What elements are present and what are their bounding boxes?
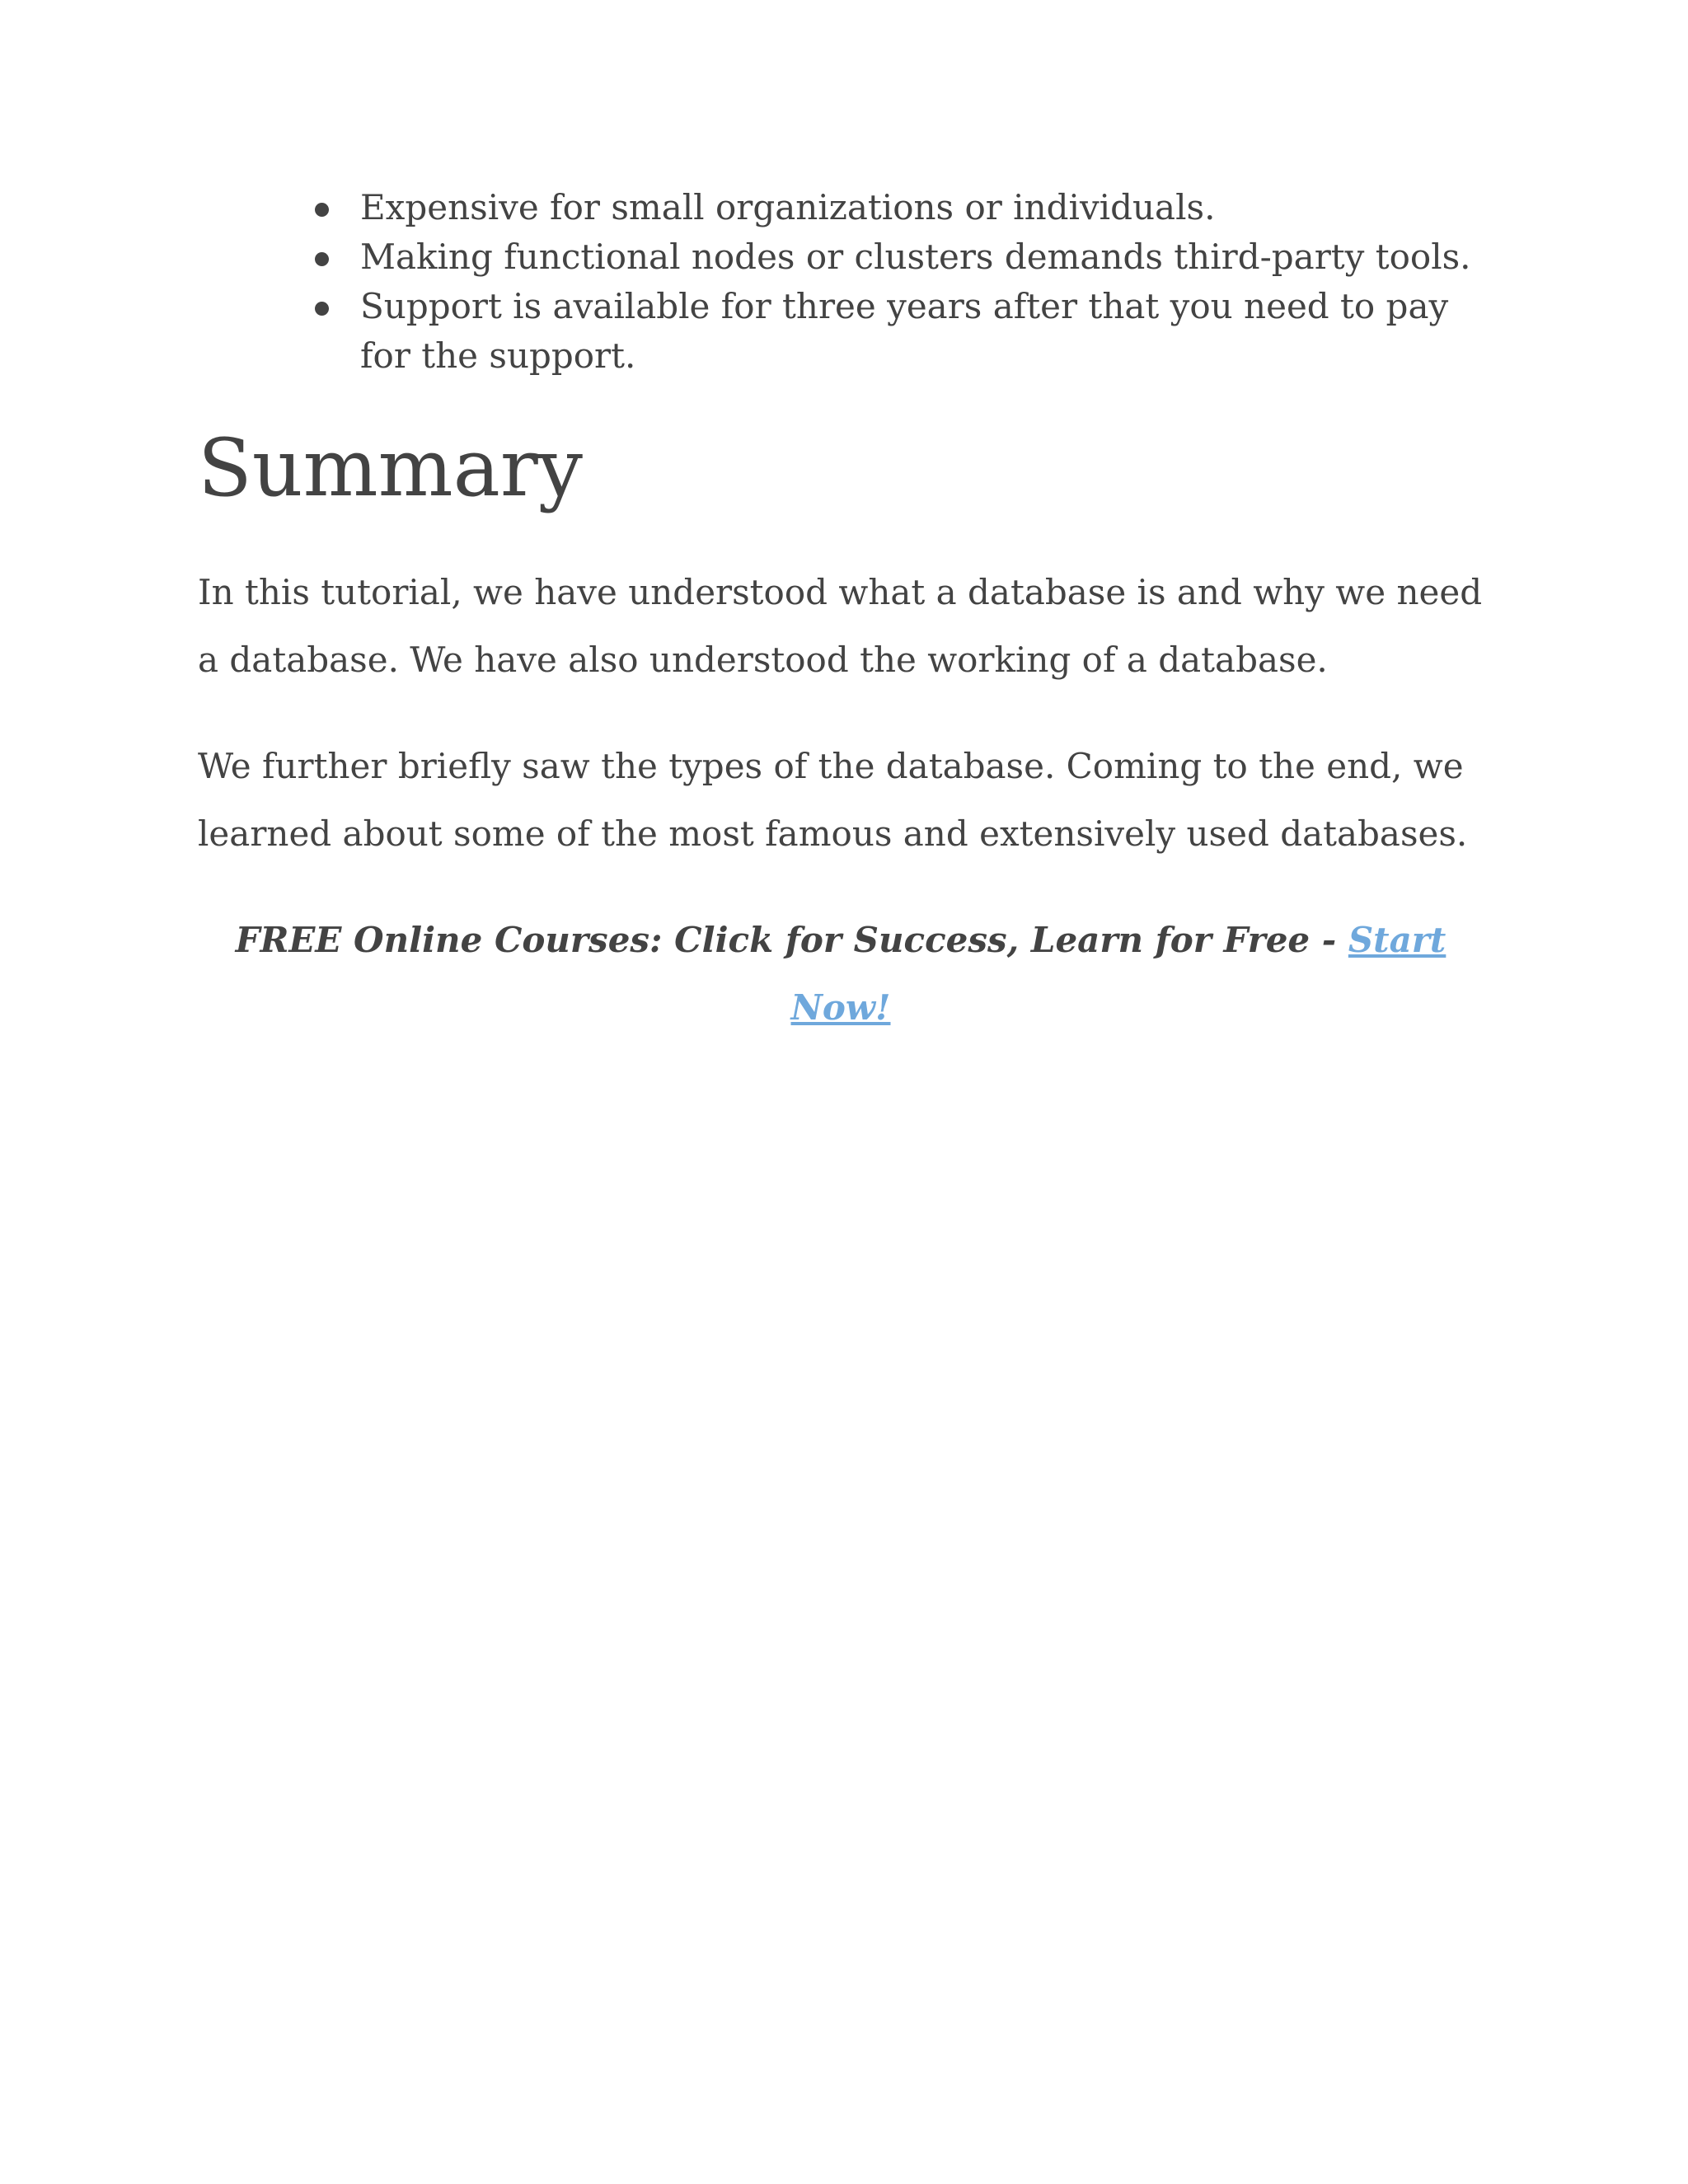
list-item-text: Support is available for three years after that you need to pay for the support. (360, 286, 1449, 376)
list-item (198, 183, 1500, 232)
start-now-link[interactable]: Start Now! (790, 920, 1447, 1028)
bullet-icon (315, 203, 329, 217)
summary-paragraph-1: In this tutorial, we have understood what a database is and why we need a database. We have also understood the working of a database. (198, 572, 1483, 680)
list-item (198, 282, 1500, 381)
list-item-text: Expensive for small organizations or individuals. (360, 187, 1216, 227)
bullet-icon (315, 302, 329, 316)
summary-heading: Summary (198, 422, 584, 514)
bullet-list (198, 183, 1500, 381)
promo-banner (198, 907, 1484, 1042)
list-item (198, 232, 1500, 282)
promo-text: FREE Online Courses: Click for Success, Learn for Free - (235, 920, 1348, 960)
summary-paragraph-2: We further briefly saw the types of the database. Coming to the end, we learned about some of the most famous and extensively used databases. (198, 746, 1468, 854)
list-item-text: Making functional nodes or clusters demands third-party tools. (360, 237, 1471, 277)
bullet-icon (315, 252, 329, 266)
